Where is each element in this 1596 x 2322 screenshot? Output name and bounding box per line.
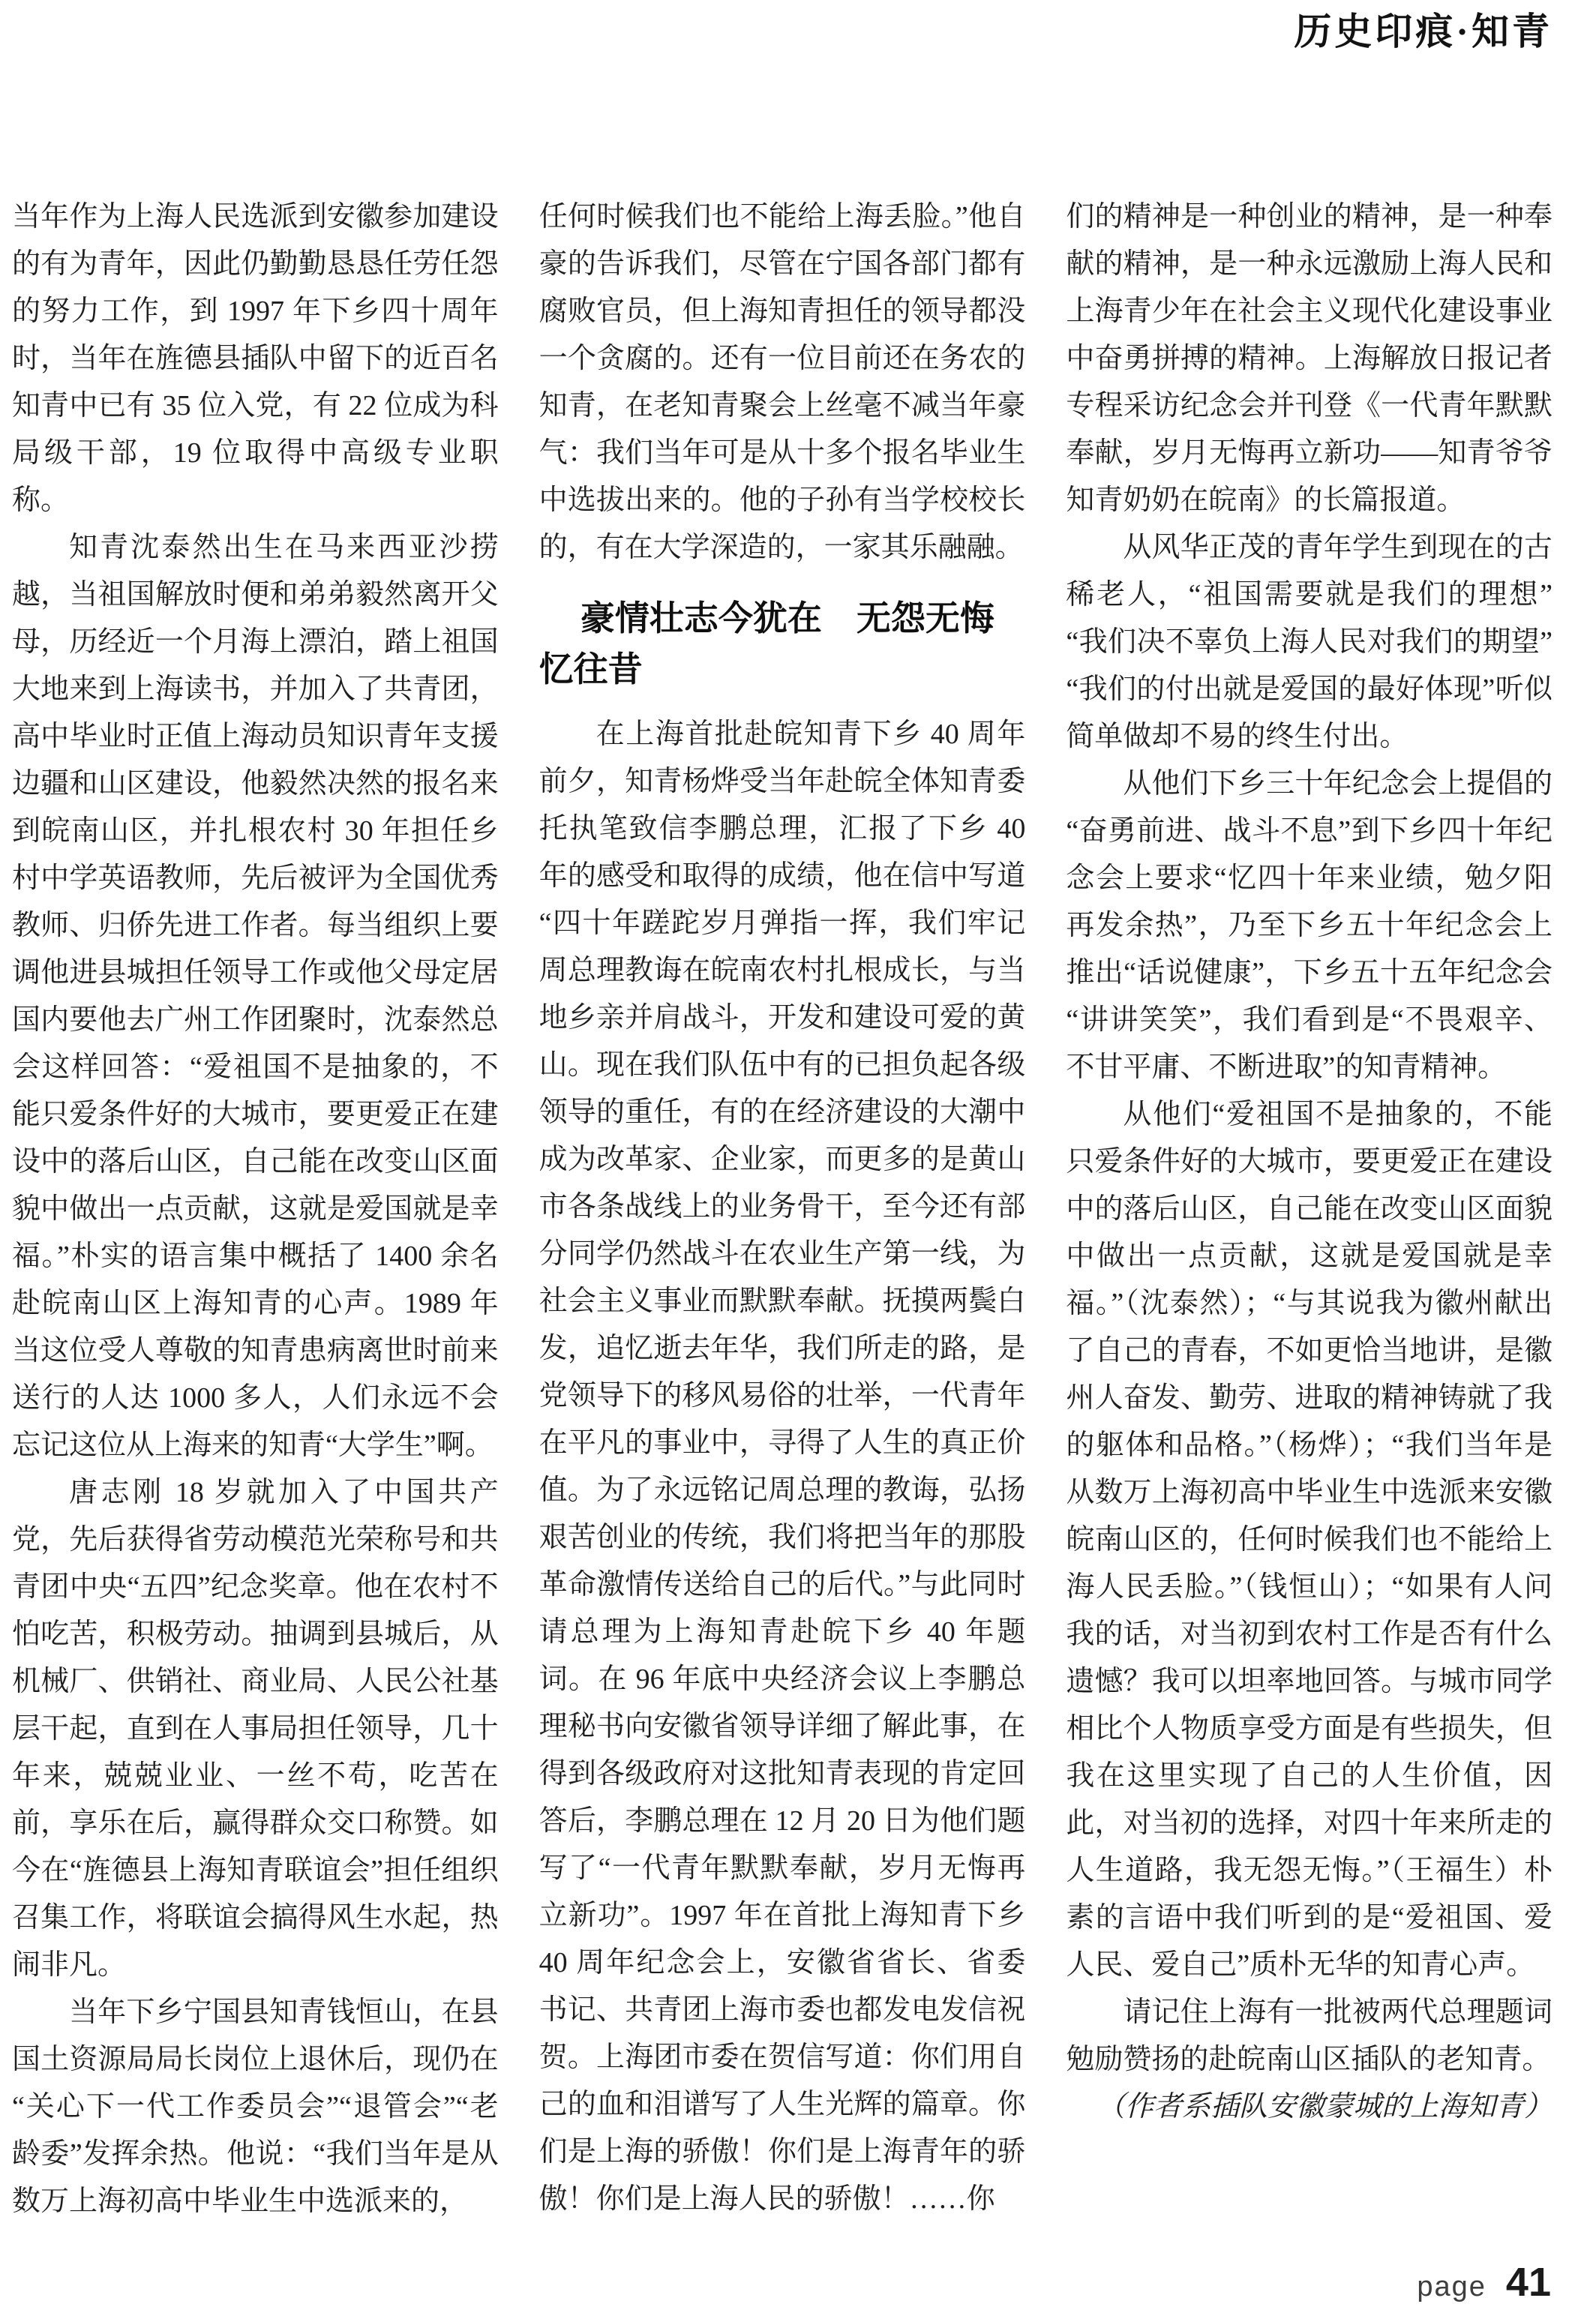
section-title: 历史印痕·知青 [1294, 10, 1552, 52]
paragraph: 请记住上海有一批被两代总理题词勉励赞扬的赴皖南山区插队的老知青。 [1066, 1996, 1552, 2075]
paragraph: 当年作为上海人民选派到安徽参加建设的有为青年，因此仍勤勤恳恳任劳任怨的努力工作，到 1997 年下乡四十周年时，当年在旌德县插队中留下的近百名知青中已有 35 位入党，有 22 位成为科局级干部，19 位取得中高级专业职称。 [12, 201, 499, 516]
paragraph: 唐志刚 18 岁就加入了中国共产党，先后获得省劳动模范光荣称号和共青团中央“五四”纪念奖章。他在农村不怕吃苦，积极劳动。抽调到县城后，从机械厂、供销社、商业局、人民公社基层干起，直到在人事局担任领导，几十年来，兢兢业业、一丝不苟，吃苦在前，享乐在后，赢得群众交口称赞。如今在“旌德县上海知青联谊会”担任组织召集工作，将联谊会搞得风生水起，热闹非凡。 [12, 1477, 499, 1981]
author-line: （作者系插队安徽蒙城的上海知青） [1096, 2091, 1552, 2122]
paragraph: 们的精神是一种创业的精神，是一种奉献的精神，是一种永远激励上海人民和上海青少年在社会主义现代化建设事业中奋勇拼搏的精神。上海解放日报记者专程采访纪念会并刊登《一代青年默默奉献，岁月无悔再立新功——知青爷爷知青奶奶在皖南》的长篇报道。 [1066, 201, 1552, 516]
paragraph: 任何时候我们也不能给上海丢脸。”他自豪的告诉我们，尽管在宁国各部门都有腐败官员，但上海知青担任的领导都没一个贪腐的。还有一位目前还在务农的知青，在老知青聚会上丝毫不减当年豪气：我们当年可是从十多个报名毕业生中选拔出来的。他的子孙有当学校校长的，有在大学深造的，一家其乐融融。 [538, 201, 1026, 563]
paragraph: 知青沈泰然出生在马来西亚沙捞越，当祖国解放时便和弟弟毅然离开父母，历经近一个月海上漂泊，踏上祖国大地来到上海读书，并加入了共青团，高中毕业时正值上海动员知识青年支援边疆和山区建设，他毅然决然的报名来到皖南山区，并扎根农村 30 年担任乡村中学英语教师，先后被评为全国优秀教师、归侨先进工作者。每当组织上要调他进县城担任领导工作或他父母定居国内要他去广州工作团聚时，沈泰然总会这样回答：“爱祖国不是抽象的，不能只爱条件好的大城市，要更爱正在建设中的落后山区，自己能在改变山区面貌中做出一点贡献，这就是爱国就是幸福。”朴实的语言集中概括了 1400 余名赴皖南山区上海知青的心声。1989 年当这位受人尊敬的知青患病离世时前来送行的人达 1000 多人，人们永远不会忘记这位从上海来的知青“大学生”啊。 [12, 532, 499, 1461]
column-1 [12, 194, 499, 2232]
paragraph: 在上海首批赴皖知青下乡 40 周年前夕，知青杨烨受当年赴皖全体知青委托执笔致信李鹏总理，汇报了下乡 40 年的感受和取得的成绩，他在信中写道“四十年蹉跎岁月弹指一挥，我们牢记周总理教诲在皖南农村扎根成长，与当地乡亲并肩战斗，开发和建设可爱的黄山。现在我们队伍中有的已担负起各级领导的重任，有的在经济建设的大潮中成为改革家、企业家，而更多的是黄山市各条战线上的业务骨干，至今还有部分同学仍然战斗在农业生产第一线，为社会主义事业而默默奉献。抚摸两鬓白发，追忆逝去年华，我们所走的路，是党领导下的移风易俗的壮举，一代青年在平凡的事业中，寻得了人生的真正价值。为了永远铭记周总理的教诲，弘扬艰苦创业的传统，我们将把当年的那股革命激情传送给自己的后代。”与此同时请总理为上海知青赴皖下乡 40 年题词。在 96 年底中央经济会议上李鹏总理秘书向安徽省领导详细了解此事，在得到各级政府对这批知青表现的肯定回答后，李鹏总理在 12 月 20 日为他们题写了“一代青年默默奉献，岁月无悔再立新功”。1997 年在首批上海知青下乡 40 周年纪念会上，安徽省省长、省委书记、共青团上海市委也都发电发信祝贺。上海团市委在贺信写道：你们用自己的血和泪谱写了人生光辉的篇章。你们是上海的骄傲！你们是上海青年的骄傲！你们是上海人民的骄傲！……你 [538, 718, 1026, 2215]
page-label: page [1417, 2271, 1486, 2302]
page-footer [1417, 2259, 1551, 2306]
page-number: 41 [1505, 2260, 1551, 2305]
paragraph: 从他们“爱祖国不是抽象的，不能只爱条件好的大城市，要更爱正在建设中的落后山区，自己能在改变山区面貌中做出一点贡献，这就是爱国就是幸福。”（沈泰然）；“与其说我为徽州献出了自己的青春，不如更恰当地讲，是徽州人奋发、勤劳、进取的精神铸就了我的躯体和品格。”（杨烨）；“我们当年是从数万上海初高中毕业生中选派来安徽皖南山区的，任何时候我们也不能给上海人民丢脸。”（钱恒山）；“如果有人问我的话，对当初到农村工作是否有什么遗憾？我可以坦率地回答。与城市同学相比个人物质享受方面是有些损失，但我在这里实现了自己的人生价值，因此，对当初的选择，对四十年来所走的人生道路，我无怨无悔。”（王福生）朴素的言语中我们听到的是“爱祖国、爱人民、爱自己”质朴无华的知青心声。 [1066, 1099, 1552, 1981]
column-2 [539, 194, 1026, 2232]
column-3 [1066, 194, 1552, 2232]
paragraph: 从风华正茂的青年学生到现在的古稀老人，“祖国需要就是我们的理想”“我们决不辜负上海人民对我们的期望”“我们的付出就是爱国的最好体现”听似简单做却不易的终生付出。 [1066, 532, 1552, 752]
paragraph: 从他们下乡三十年纪念会上提倡的“奋勇前进、战斗不息”到下乡四十年纪念会上要求“忆四十年来业绩，勉夕阳再发余热”，乃至下乡五十年纪念会上推出“话说健康”，下乡五十五年纪念会“讲讲笑笑”，我们看到是“不畏艰辛、不甘平庸、不断进取”的知青精神。 [1066, 768, 1552, 1083]
columns [12, 194, 1552, 2232]
paragraph: 当年下乡宁国县知青钱恒山，在县国土资源局局长岗位上退休后，现仍在“关心下一代工作委员会”“退管会”“老龄委”发挥余热。他说：“我们当年是从数万上海初高中毕业生中选派来的， [12, 1996, 499, 2217]
section-heading: 豪情壮志今犹在 无怨无悔忆往昔 [538, 598, 994, 688]
